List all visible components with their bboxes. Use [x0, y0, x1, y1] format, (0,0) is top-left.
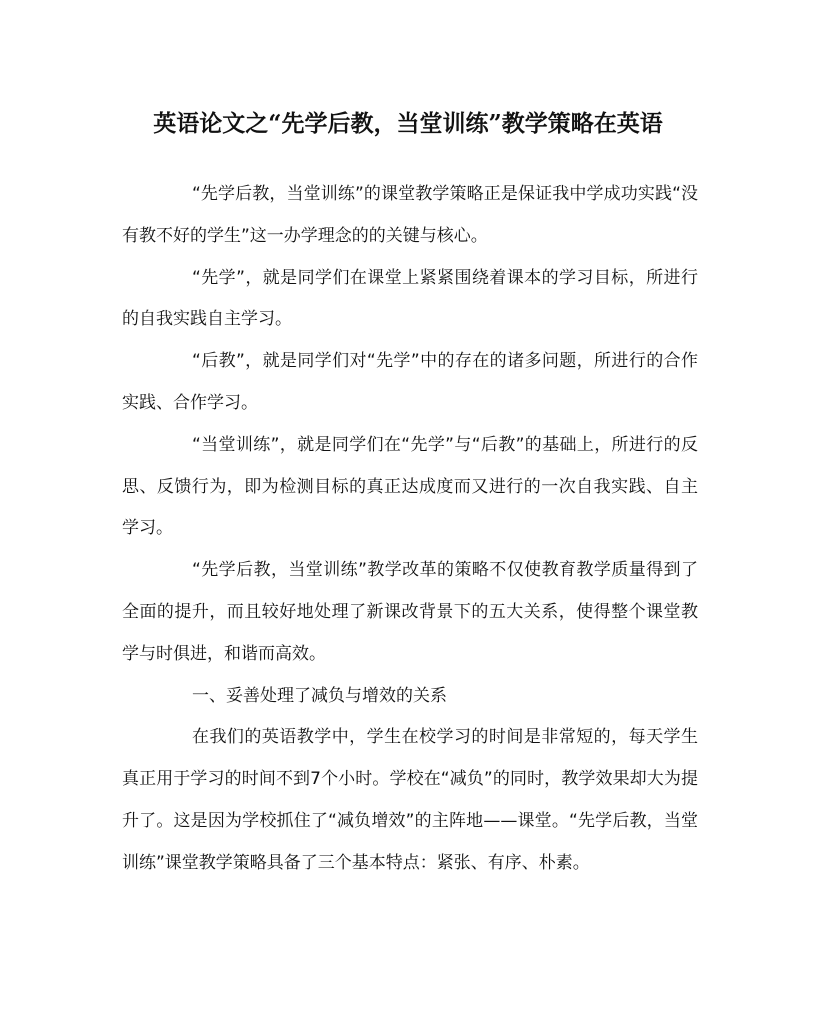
document-body	[122, 174, 698, 885]
paragraph-2: “先学”，就是同学们在课堂上紧紧围绕着课本的学习目标，所进行的自我实践自主学习。	[122, 267, 698, 330]
document-title: 英语论文之“先学后教，当堂训练”教学策略在英语	[153, 110, 663, 137]
paragraph-4: “当堂训练”，就是同学们在“先学”与“后教”的基础上，所进行的反思、反馈行为，即为检测目标的真正达成度而又进行的一次自我实践、自主学习。	[122, 434, 698, 539]
section-paragraph: 在我们的英语教学中，学生在校学习的时间是非常短的，每天学生真正用于学习的时间不到7个小时。学校在“减负”的同时，教学效果却大为提升了。这是因为学校抓住了“减负增效”的主阵地——课堂。“先学后教，当堂训练”课堂教学策略具备了三个基本特点：紧张、有序、朴素。	[122, 727, 698, 873]
paragraph-5: “先学后教，当堂训练”教学改革的策略不仅使教育教学质量得到了全面的提升，而且较好地处理了新课改背景下的五大关系，使得整个课堂教学与时俱进，和谐而高效。	[122, 560, 698, 664]
paragraph-3: “后教”，就是同学们对“先学”中的存在的诸多问题，所进行的合作实践、合作学习。	[122, 351, 698, 413]
section-heading: 一、妥善处理了减负与增效的关系	[192, 685, 447, 706]
paragraph-1: “先学后教，当堂训练”的课堂教学策略正是保证我中学成功实践“没有教不好的学生”这一办学理念的的关键与核心。	[122, 184, 698, 246]
